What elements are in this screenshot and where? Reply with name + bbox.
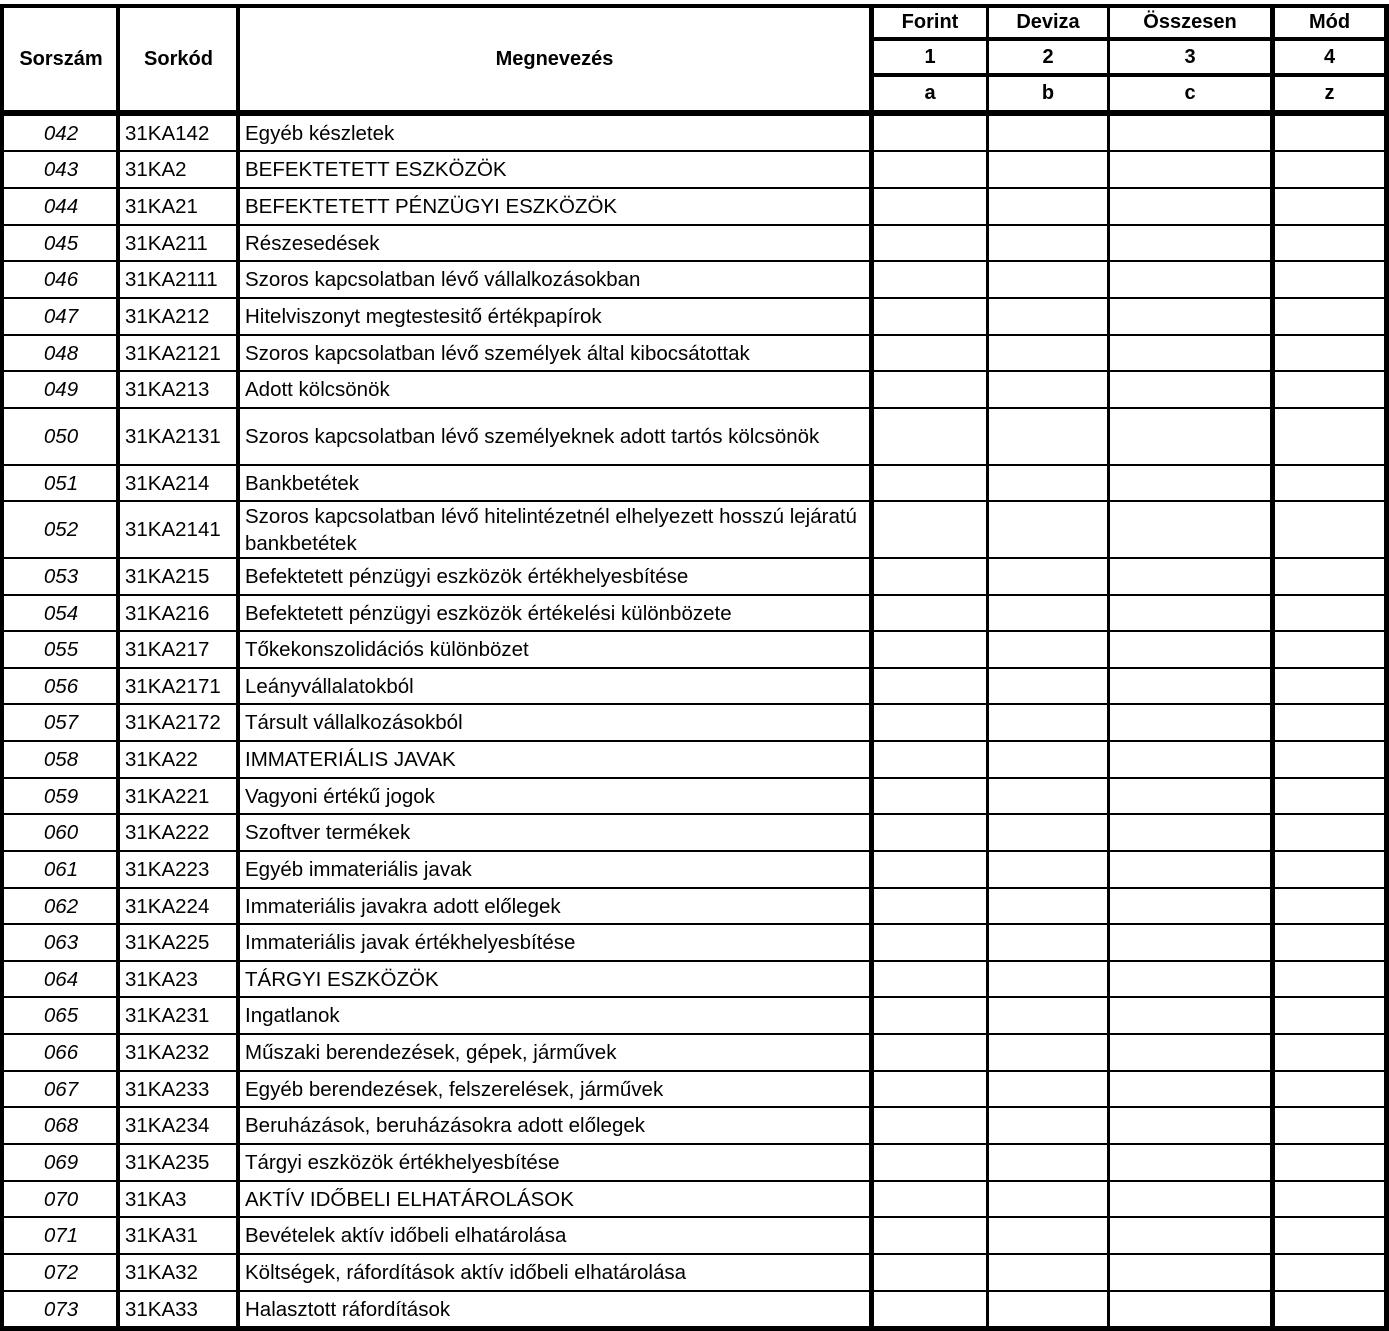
row-number: 064	[43, 967, 79, 991]
row-line	[0, 297, 1389, 299]
row-name: Halasztott ráfordítások	[245, 1297, 451, 1321]
row-code: 31KA2121	[125, 341, 221, 365]
row-number: 044	[43, 195, 79, 218]
row-line	[0, 850, 1389, 852]
row-name: Tárgyi eszközök értékhelyesbítése	[245, 1151, 560, 1174]
row-name: Immateriális javak értékhelyesbítése	[245, 931, 576, 954]
row-number: 045	[43, 231, 79, 255]
column-line	[236, 4, 240, 1331]
border-line	[871, 73, 1389, 77]
row-line	[0, 1143, 1389, 1145]
row-number: 046	[43, 268, 79, 291]
row-number: 048	[43, 341, 79, 365]
row-code: 31KA217	[125, 638, 210, 661]
row-number: 072	[43, 1261, 79, 1284]
row-code: 31KA225	[125, 931, 210, 954]
row-name: Tőkekonszolidációs különbözet	[245, 638, 529, 661]
row-number: 056	[43, 674, 79, 698]
row-line	[0, 334, 1389, 336]
header-sorkod: Sorkód	[144, 47, 213, 70]
row-number: 050	[43, 425, 79, 448]
row-name: Vagyoni értékű jogok	[245, 784, 435, 808]
row-name: Műszaki berendezések, gépek, járművek	[245, 1041, 617, 1064]
row-line	[0, 740, 1389, 742]
column-line	[1107, 4, 1110, 1331]
row-name: TÁRGYI ESZKÖZÖK	[245, 967, 439, 991]
row-line	[0, 960, 1389, 962]
row-code: 31KA22	[125, 748, 198, 771]
row-code: 31KA2111	[125, 268, 218, 291]
column-line	[0, 4, 4, 1331]
row-code: 31KA221	[125, 784, 210, 808]
row-line	[0, 1216, 1389, 1218]
row-line	[0, 500, 1389, 502]
row-name: AKTÍV IDŐBELI ELHATÁROLÁSOK	[245, 1187, 574, 1211]
row-line	[0, 813, 1389, 815]
header-osszesen-letter: c	[1184, 82, 1196, 104]
header-mod-number: 4	[1323, 45, 1336, 68]
row-number: 047	[43, 305, 79, 328]
row-name: Egyéb készletek	[245, 121, 395, 145]
row-code: 31KA2	[125, 158, 187, 181]
row-code: 31KA216	[125, 601, 210, 625]
row-line	[0, 777, 1389, 779]
row-number: 058	[43, 748, 79, 771]
header-mod: Mód	[1308, 10, 1351, 33]
row-name: Részesedések	[245, 231, 380, 255]
row-number: 068	[43, 1114, 79, 1137]
row-number: 063	[43, 931, 79, 954]
row-name: Egyéb immateriális javak	[245, 858, 472, 881]
column-line	[1384, 4, 1389, 1331]
header-megnevezes: Megnevezés	[495, 47, 614, 70]
row-number: 059	[43, 784, 79, 808]
row-name: Szoftver termékek	[245, 821, 411, 844]
row-code: 31KA233	[125, 1077, 210, 1101]
row-line	[0, 464, 1389, 466]
row-number: 055	[43, 638, 79, 661]
row-number: 070	[43, 1187, 79, 1211]
border-line	[0, 1326, 1389, 1331]
row-line	[0, 1106, 1389, 1108]
row-number: 051	[43, 471, 79, 495]
row-line	[0, 630, 1389, 632]
row-name: Szoros kapcsolatban lévő hitelintézetnél elhelyezett hosszú lejáratú bankbetétek	[245, 504, 857, 555]
row-line	[0, 667, 1389, 669]
row-number: 069	[43, 1151, 79, 1174]
header-forint: Forint	[901, 10, 959, 33]
row-code: 31KA3	[125, 1187, 187, 1211]
row-name: Szoros kapcsolatban lévő személyeknek adott tartós kölcsönök	[245, 425, 820, 448]
row-number: 066	[43, 1041, 79, 1064]
row-code: 31KA223	[125, 858, 210, 881]
row-name: BEFEKTETETT PÉNZÜGYI ESZKÖZÖK	[245, 195, 618, 218]
row-line	[0, 187, 1389, 189]
row-line	[0, 260, 1389, 262]
column-line	[869, 4, 874, 1331]
row-code: 31KA2172	[125, 711, 221, 734]
row-name: Immateriális javakra adott előlegek	[245, 894, 561, 918]
row-name: IMMATERIÁLIS JAVAK	[245, 748, 456, 771]
row-line	[0, 150, 1389, 152]
row-code: 31KA235	[125, 1151, 210, 1174]
row-number: 043	[43, 158, 79, 181]
row-line	[0, 407, 1389, 409]
row-line	[0, 370, 1389, 372]
header-deviza-letter: b	[1041, 82, 1055, 104]
row-line	[0, 703, 1389, 705]
header-sorszam: Sorszám	[19, 47, 103, 70]
row-number: 052	[43, 518, 79, 541]
row-name: Leányvállalatokból	[245, 674, 414, 698]
row-name: Bankbetétek	[245, 471, 359, 495]
row-code: 31KA232	[125, 1041, 210, 1064]
border-line	[0, 110, 1389, 116]
header-osszesen-number: 3	[1184, 45, 1196, 68]
row-code: 31KA2131	[125, 425, 221, 448]
row-code: 31KA2171	[125, 674, 221, 698]
row-number: 042	[43, 121, 79, 145]
row-name: Befektetett pénzügyi eszközök értékhelyesbítése	[245, 565, 689, 588]
border-line	[0, 4, 1389, 8]
header-osszesen: Összesen	[1143, 10, 1237, 33]
row-number: 057	[43, 711, 79, 734]
header-forint-letter: a	[924, 82, 936, 104]
row-code: 31KA33	[125, 1297, 198, 1321]
row-name: Befektetett pénzügyi eszközök értékelési különbözete	[245, 601, 732, 625]
row-number: 049	[43, 378, 79, 401]
row-name: Bevételek aktív időbeli elhatárolása	[245, 1224, 567, 1247]
row-code: 31KA212	[125, 305, 210, 328]
row-number: 054	[43, 601, 79, 625]
column-line	[116, 4, 120, 1331]
row-number: 071	[43, 1224, 79, 1247]
header-mod-letter: z	[1324, 82, 1335, 104]
border-line	[871, 37, 1389, 41]
row-code: 31KA234	[125, 1114, 210, 1137]
row-name: Hitelviszonyt megtestesitő értékpapírok	[245, 305, 602, 328]
row-code: 31KA231	[125, 1004, 210, 1027]
row-number: 053	[43, 565, 79, 588]
row-number: 073	[43, 1297, 79, 1321]
column-line	[986, 4, 989, 1331]
row-line	[0, 1180, 1389, 1182]
row-code: 31KA31	[125, 1224, 198, 1247]
row-code: 31KA142	[125, 121, 210, 145]
row-name: Adott kölcsönök	[245, 378, 390, 401]
row-number: 065	[43, 1004, 79, 1027]
row-name: Költségek, ráfordítások aktív időbeli elhatárolása	[245, 1261, 687, 1284]
row-line	[0, 923, 1389, 925]
row-line	[0, 1033, 1389, 1035]
row-code: 31KA214	[125, 471, 210, 495]
row-line	[0, 1070, 1389, 1072]
row-line	[0, 224, 1389, 226]
row-line	[0, 1253, 1389, 1255]
row-line	[0, 1290, 1389, 1292]
header-deviza-number: 2	[1042, 45, 1054, 68]
row-number: 061	[43, 858, 79, 881]
column-line	[1270, 4, 1275, 1331]
row-code: 31KA215	[125, 565, 210, 588]
row-name: Szoros kapcsolatban lévő személyek által kibocsátottak	[245, 341, 750, 365]
row-line	[0, 887, 1389, 889]
row-line	[0, 996, 1389, 998]
row-name: Társult vállalkozásokból	[245, 711, 463, 734]
row-name: Szoros kapcsolatban lévő vállalkozásokban	[245, 268, 641, 291]
row-code: 31KA2141	[125, 518, 221, 541]
row-name: BEFEKTETETT ESZKÖZÖK	[245, 158, 507, 181]
row-name: Ingatlanok	[245, 1004, 340, 1027]
row-name: Egyéb berendezések, felszerelések, járművek	[245, 1077, 664, 1101]
row-line	[0, 594, 1389, 596]
row-code: 31KA23	[125, 967, 198, 991]
row-number: 062	[43, 894, 79, 918]
row-number: 067	[43, 1077, 79, 1101]
row-line	[0, 557, 1389, 559]
row-number: 060	[43, 821, 79, 844]
row-code: 31KA213	[125, 378, 210, 401]
row-code: 31KA224	[125, 894, 210, 918]
row-code: 31KA222	[125, 821, 210, 844]
header-deviza: Deviza	[1016, 10, 1080, 33]
header-forint-number: 1	[924, 45, 936, 68]
row-name: Beruházások, beruházásokra adott előlegek	[245, 1114, 646, 1137]
row-code: 31KA21	[125, 195, 198, 218]
row-code: 31KA32	[125, 1261, 198, 1284]
row-code: 31KA211	[125, 231, 208, 255]
